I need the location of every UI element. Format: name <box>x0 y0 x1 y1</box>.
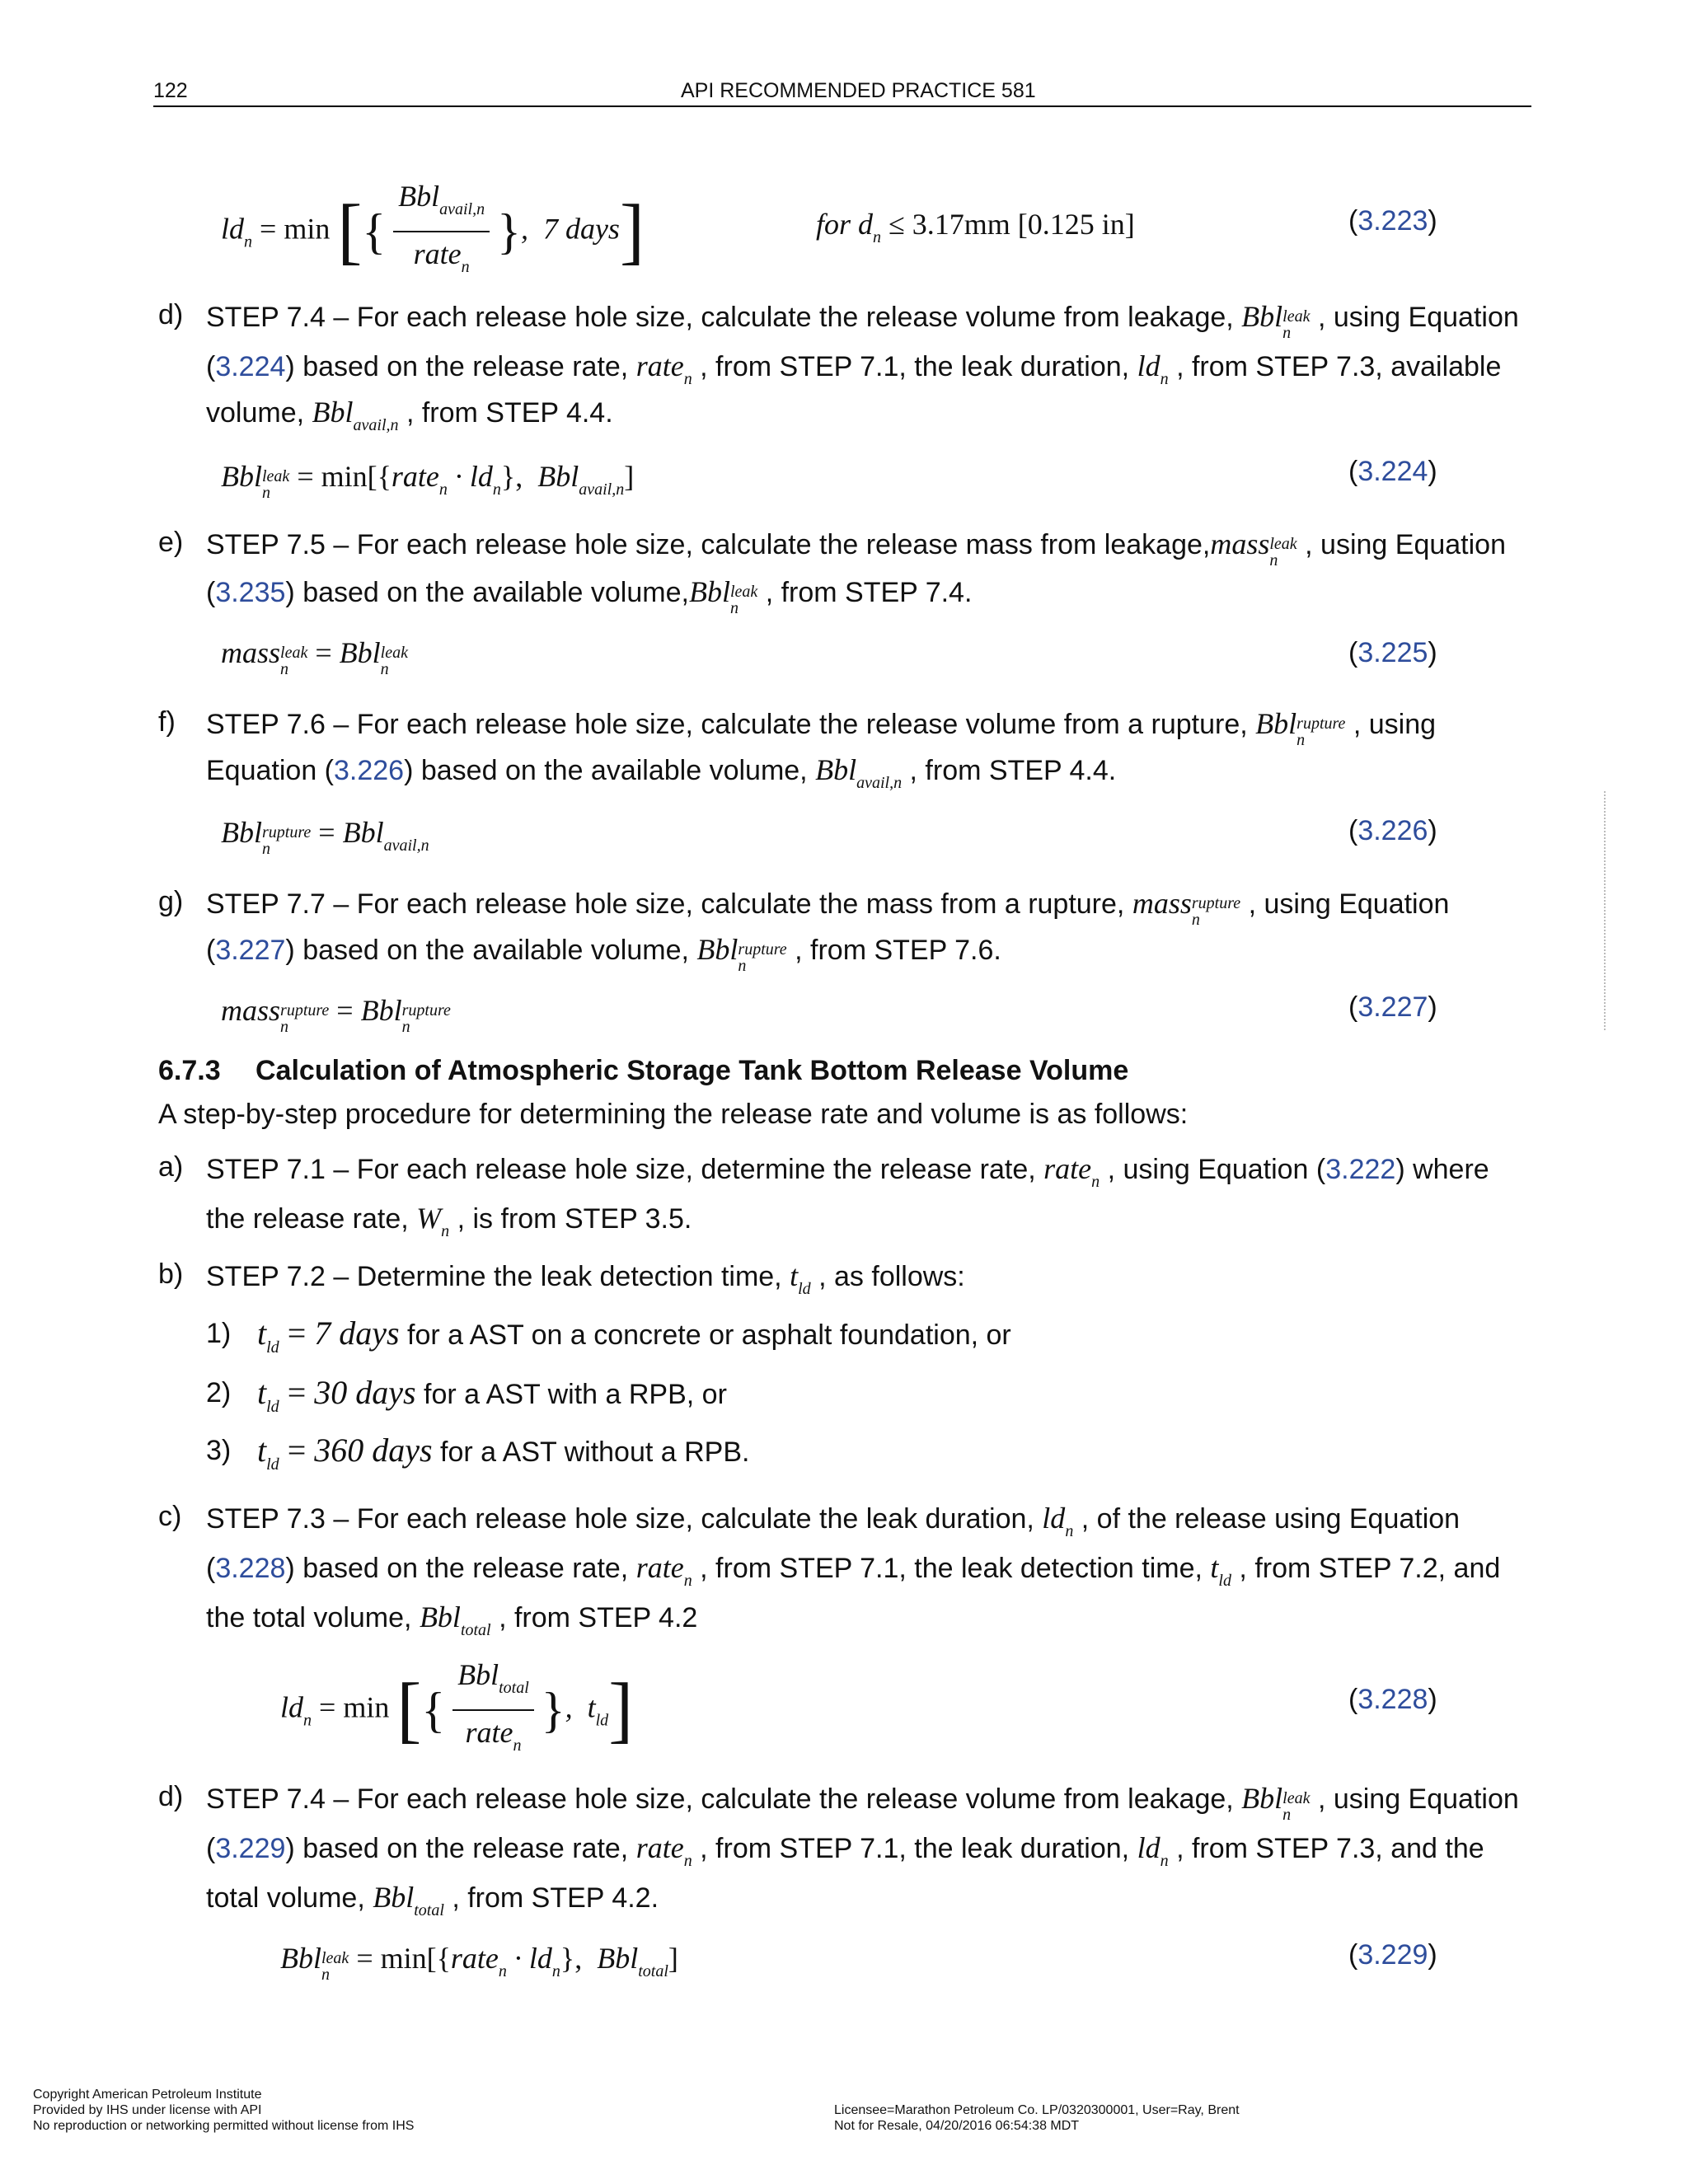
equation-3-228: $ld_n = \min$ [{ $\frac{Bbl_{total}}{rate_n}$ }, $t_{ld}$] <box>280 1658 634 1755</box>
equation-3-223: $ld_n = \min$ [{ $\frac{Bbl_{avail,n}}{rate_n}$ }, 7 days] <box>221 180 645 276</box>
equation-label-3-228: (3.228) <box>1348 1684 1437 1715</box>
header-rule <box>153 105 1531 107</box>
step-7-5-line-1: STEP 7.5 – For each release hole size, calculate the release mass from leakage,mass leak n , using Equation <box>206 527 1506 569</box>
step-7-4b-line-3: total volume, Bbl$_{total}$ , from STEP 4.2. <box>206 1881 659 1919</box>
step-7-7-line-1: STEP 7.7 – For each release hole size, calculate the mass from a rupture, mass rupture n , using Equation <box>206 887 1450 929</box>
equation-label-3-225: (3.225) <box>1348 637 1437 668</box>
equation-3-226: Bbl rupture n = Bbl$_{avail,n}$ <box>221 816 429 858</box>
step-7-5-line-2: (3.235) based on the available volume,Bbl leak n , from STEP 7.4. <box>206 575 973 617</box>
equation-3-225: mass leak n = Bbl leak n <box>221 636 408 678</box>
list-marker: b) <box>158 1258 184 1290</box>
equation-3-227: mass rupture n = Bbl rupture n <box>221 994 451 1036</box>
footer-right: Licensee=Marathon Petroleum Co. LP/0320300001, User=Ray, Brent Not for Resale, 04/20/2016 06:54:38 MDT <box>834 2103 1240 2133</box>
list-marker: c) <box>158 1501 182 1532</box>
equation-3-223-condition: for $d_n \le 3.17mm$ [0.125 in] <box>816 208 1135 246</box>
list-marker: e) <box>158 527 184 558</box>
step-7-1-line-1: STEP 7.1 – For each release hole size, determine the release rate, rate$_n$ , using Equation (3.222) where <box>206 1152 1489 1191</box>
step-7-7-line-2: (3.227) based on the available volume, Bbl rupture n , from STEP 7.6. <box>206 933 1001 975</box>
step-7-3-line-3: the total volume, Bbl$_{total}$ , from STEP 4.2 <box>206 1601 698 1639</box>
list-marker: 2) <box>206 1377 232 1408</box>
list-marker: 3) <box>206 1435 232 1466</box>
section-title: Calculation of Atmospheric Storage Tank Bottom Release Volume <box>256 1055 1129 1086</box>
leak-time-option-1: $t_{ld} = 7$ days for a AST on a concrete or asphalt foundation, or <box>257 1315 1011 1357</box>
running-header: API RECOMMENDED PRACTICE 581 <box>681 79 1036 102</box>
equation-3-229: Bbl leak n = min[{rate$_n$ · $ld_n$}, Bbl$_{total}$] <box>280 1942 678 1984</box>
equation-label-3-227: (3.227) <box>1348 991 1437 1023</box>
list-marker: f) <box>158 706 176 738</box>
step-7-4b-line-1: STEP 7.4 – For each release hole size, calculate the release volume from leakage, Bbl leak n , using Equation <box>206 1782 1519 1824</box>
section-intro: A step-by-step procedure for determining the release rate and volume is as follows: <box>158 1099 1189 1130</box>
step-7-2-line-1: STEP 7.2 – Determine the leak detection time, $t_{ld}$ , as follows: <box>206 1259 965 1298</box>
equation-label-3-229: (3.229) <box>1348 1939 1437 1971</box>
equation-label-3-224: (3.224) <box>1348 456 1437 487</box>
section-number: 6.7.3 <box>158 1055 221 1086</box>
list-marker: d) <box>158 299 184 330</box>
step-7-3-line-1: STEP 7.3 – For each release hole size, calculate the leak duration, $ld_n$ , of the release using Equation <box>206 1502 1461 1540</box>
list-marker: 1) <box>206 1318 232 1349</box>
step-7-4b-line-2: (3.229) based on the release rate, rate$_n$ , from STEP 7.1, the leak duration, $ld_n$ , from STEP 7.3, and the <box>206 1831 1484 1870</box>
step-7-4-line-1: STEP 7.4 – For each release hole size, calculate the release volume from leakage, Bbl leak n , using Equation <box>206 300 1519 342</box>
step-7-1-line-2: the release rate, $W_n$ , is from STEP 3.5. <box>206 1202 692 1240</box>
equation-label-3-223: (3.223) <box>1348 205 1437 237</box>
equation-3-224: Bbl leak n = min[{rate$_n$ · $ld_n$}, Bbl$_{avail,n}$] <box>221 460 635 502</box>
step-7-3-line-2: (3.228) based on the release rate, rate$_n$ , from STEP 7.1, the leak detection time, $t_{ld}$ , from STEP 7.2, and <box>206 1551 1501 1590</box>
page-number: 122 <box>153 79 188 102</box>
equation-label-3-226: (3.226) <box>1348 815 1437 846</box>
list-marker: a) <box>158 1151 184 1183</box>
step-7-6-line-2: Equation (3.226) based on the available volume, Bbl$_{avail,n}$ , from STEP 4.4. <box>206 753 1117 792</box>
leak-time-option-2: $t_{ld} = 30$ days for a AST with a RPB, or <box>257 1374 727 1416</box>
list-marker: d) <box>158 1781 184 1812</box>
footer-left: Copyright American Petroleum Institute Provided by IHS under license with API No reproduction or networking permitted without license from IHS <box>33 2088 415 2133</box>
leak-time-option-3: $t_{ld} = 360$ days for a AST without a RPB. <box>257 1432 750 1474</box>
step-7-4-line-2: (3.224) based on the release rate, rate$_n$ , from STEP 7.1, the leak duration, $ld_n$ , from STEP 7.3, available <box>206 349 1502 388</box>
step-7-4-line-3: volume, Bbl$_{avail,n}$ , from STEP 4.4. <box>206 396 613 434</box>
margin-artifact <box>1604 791 1609 1030</box>
list-marker: g) <box>158 886 184 917</box>
step-7-6-line-1: STEP 7.6 – For each release hole size, calculate the release volume from a rupture, Bbl rupture n , using <box>206 707 1437 749</box>
